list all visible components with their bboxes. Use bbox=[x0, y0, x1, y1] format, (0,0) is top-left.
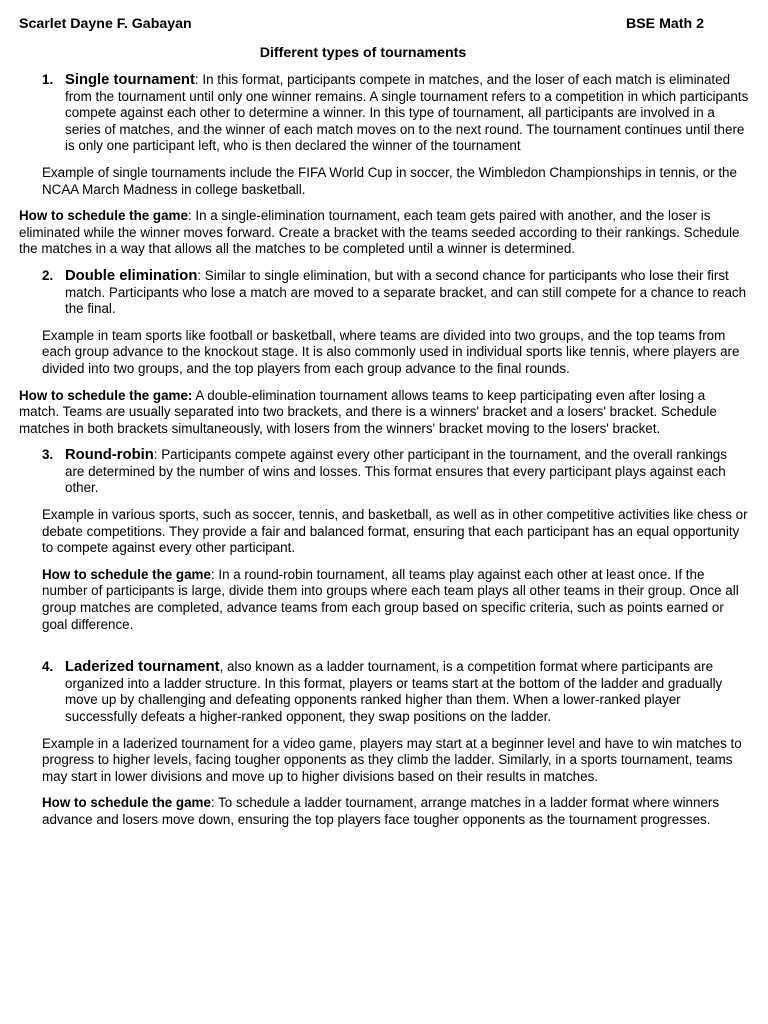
schedule-label: How to schedule the game bbox=[42, 795, 211, 811]
document-body bbox=[19, 72, 749, 839]
spacer bbox=[19, 643, 749, 659]
section-single-tournament bbox=[19, 72, 749, 155]
schedule-label: How to schedule the game: bbox=[19, 387, 193, 403]
example-paragraph: Example in various sports, such as soccer, tennis, and basketball, as well as in other competitive activities like chess or debate competitions. They provide a fair and balanced format, ensuring that each participant has an equal opportunity to compete against every other participant. bbox=[42, 507, 748, 556]
schedule-label: How to schedule the game bbox=[19, 208, 188, 224]
schedule-paragraph bbox=[19, 567, 749, 633]
list-number: 4. bbox=[42, 659, 54, 675]
schedule-text: : In a single-elimination tournament, each team gets paired with another, and the loser is eliminated while the winner moves forward. Create a bracket with the teams seeded according to their rankings. Schedule the matches in a way that allows all the matches to be completed until a winner is determined. bbox=[19, 208, 740, 257]
header-row bbox=[19, 16, 704, 36]
term-definition: , also known as a ladder tournament, is a competition format where participants are organized into a ladder structure. In this format, players or teams start at the bottom of the ladder and gradually move up by challenging and defeating opponents ranked higher than them. When a lower-ranked player successfully defeats a higher-ranked opponent, they swap positions on the ladder. bbox=[65, 659, 723, 724]
page-title: Different types of tournaments bbox=[259, 45, 467, 61]
term-heading: Laderized tournament bbox=[65, 659, 220, 676]
example-paragraph: Example in team sports like football or basketball, where teams are divided into two groups, and the top teams from each group advance to the knockout stage. It is also commonly used in individual sports like tennis, where players are divided into two groups, and the top players from each group advance to the final rounds. bbox=[42, 327, 740, 376]
schedule-paragraph bbox=[19, 795, 749, 828]
term-definition: : Participants compete against every other participant in the tournament, and the overall rankings are determined by the number of wins and losses. This format ensures that every participant plays against each other. bbox=[65, 447, 727, 496]
example-paragraph: Example in a laderized tournament for a video game, players may start at a beginner level and have to win matches to progress to higher levels, facing tougher opponents as they climb the ladder. Similarly, in a sports tournament, teams may start in lower divisions and move up to higher divisions based on their results in matches. bbox=[42, 735, 742, 784]
term-definition: : In this format, participants compete in matches, and the loser of each match is eliminated from the tournament until only one winner remains. A single tournament refers to a competition in which participants compete against each other to determine a winner. In this type of tournament, all participants are involved in a series of matches, and the winner of each match moves on to the next round. The tournament continues until there is only one participant left, who is then declared the winner of the tournament bbox=[65, 72, 749, 154]
term-heading: Single tournament bbox=[65, 72, 195, 88]
schedule-paragraph bbox=[19, 208, 749, 258]
author-name: Scarlet Dayne F. Gabayan bbox=[19, 16, 192, 32]
term-definition: : Similar to single elimination, but with a second chance for participants who lose their first match. Participants who lose a match are moved to a separate bracket, and can still compete for a chance to reach the final. bbox=[65, 267, 747, 317]
example-paragraph: Example of single tournaments include the FIFA World Cup in soccer, the Wimbledon Championships in tennis, or the NCAA March Madness in college basketball. bbox=[42, 164, 737, 197]
term-heading: Round-robin bbox=[65, 447, 154, 464]
schedule-text: : To schedule a ladder tournament, arrange matches in a ladder format where winners advance and losers move down, ensuring the top players face tougher opponents as the tournament progresses. bbox=[42, 795, 720, 827]
section-round-robin bbox=[19, 447, 749, 497]
list-number: 3. bbox=[42, 447, 54, 463]
schedule-text: A double-elimination tournament allows teams to keep participating even after losing a match. Teams are usually separated into two brackets, and there is a winners' bracket and a losers' bracket. Schedule matches in both brackets simultaneously, with losers from the winners' bracket moving to the losers' bracket. bbox=[19, 387, 717, 436]
term-heading: Double elimination bbox=[65, 267, 198, 284]
schedule-text: : In a round-robin tournament, all teams play against each other at least once. If the number of participants is large, divide them into groups where each team plays all other teams in their group. Once all group matches are completed, advance teams from each group based on specific criteria, such as points earned or goal difference. bbox=[42, 566, 739, 632]
section-laderized-tournament bbox=[19, 659, 749, 725]
schedule-paragraph bbox=[19, 388, 749, 438]
section-double-elimination bbox=[19, 268, 749, 318]
schedule-label: How to schedule the game bbox=[42, 566, 211, 582]
course-label: BSE Math 2 bbox=[625, 16, 704, 32]
list-number: 1. bbox=[42, 72, 54, 87]
list-number: 2. bbox=[42, 267, 54, 283]
